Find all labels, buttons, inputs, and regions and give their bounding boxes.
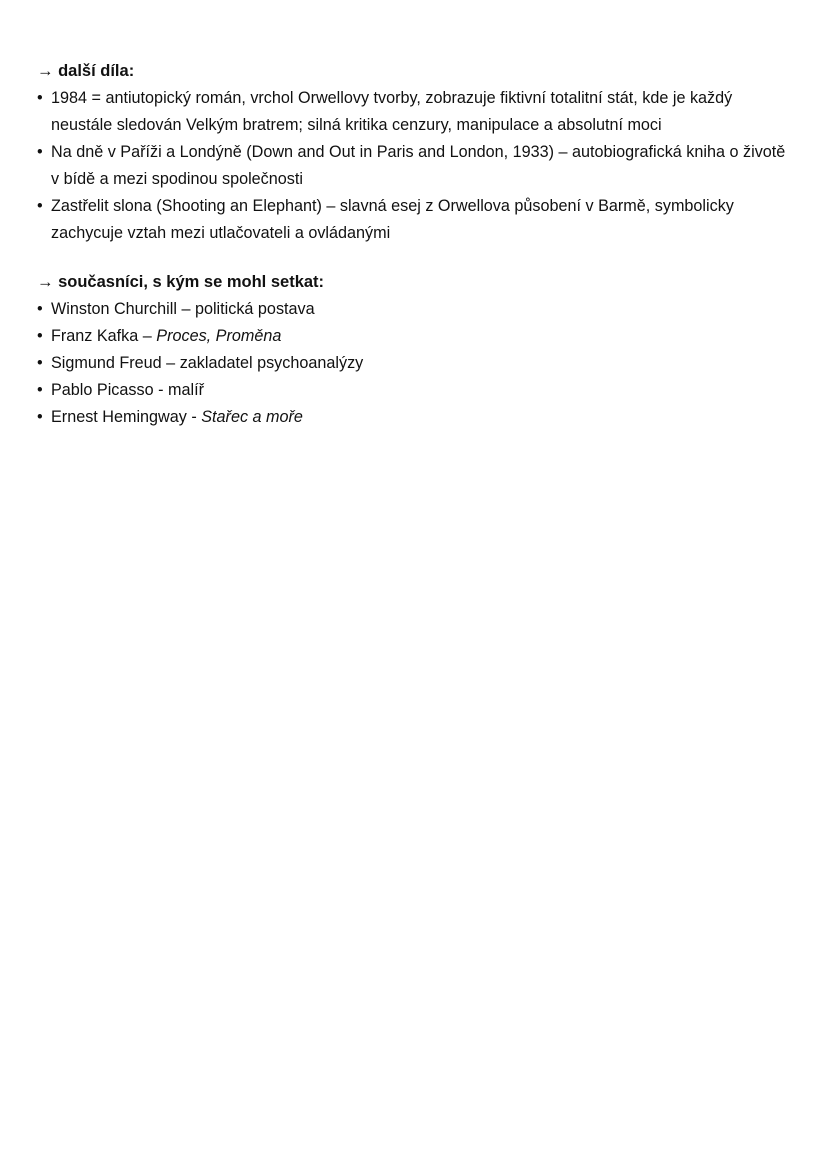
- person-name: Pablo Picasso: [51, 381, 154, 399]
- contemporaries-section: [37, 269, 788, 431]
- person-works: Proces, Proměna: [156, 327, 282, 345]
- section-heading-contemporaries: → současníci, s kým se mohl setkat:: [37, 273, 325, 291]
- separator: -: [186, 408, 202, 426]
- other-works-list: [37, 85, 788, 247]
- other-works-section: [37, 58, 788, 247]
- separator: –: [176, 300, 195, 318]
- bullet-icon: •: [37, 327, 43, 345]
- bullet-icon: •: [37, 300, 43, 318]
- list-item: [37, 350, 788, 377]
- person-description: malíř: [167, 381, 204, 399]
- bullet-icon: •: [37, 143, 43, 161]
- list-item: [37, 404, 788, 431]
- bullet-icon: •: [37, 408, 43, 426]
- list-item: [37, 85, 788, 139]
- bullet-icon: •: [37, 381, 43, 399]
- list-item: [37, 139, 788, 193]
- list-item-text: 1984 = antiutopický román, vrchol Orwellovy tvorby, zobrazuje fiktivní totalitní stát, kde je každý neustále sledován Velkým bratrem; silná kritika cenzury, manipulace a absolutní moci: [51, 89, 733, 134]
- separator: –: [138, 327, 157, 345]
- person-name: Ernest Hemingway: [51, 408, 187, 426]
- bullet-icon: •: [37, 89, 43, 107]
- separator: -: [153, 381, 168, 399]
- contemporaries-list: [37, 296, 788, 431]
- person-name: Winston Churchill: [51, 300, 177, 318]
- list-item-text: Zastřelit slona (Shooting an Elephant) – slavná esej z Orwellova působení v Barmě, symbolicky zachycuje vztah mezi utlačovateli a ovládanými: [51, 197, 734, 242]
- list-item-text: Na dně v Paříži a Londýně (Down and Out in Paris and London, 1933) – autobiografická kniha o životě v bídě a mezi spodinou společnosti: [51, 143, 786, 188]
- bullet-icon: •: [37, 354, 43, 372]
- person-works: Stařec a moře: [201, 408, 303, 426]
- list-item: [37, 377, 788, 404]
- list-item: [37, 193, 788, 247]
- list-item: [37, 296, 788, 323]
- person-name: Franz Kafka: [51, 327, 139, 345]
- bullet-icon: •: [37, 197, 43, 215]
- section-heading-other-works: → další díla:: [37, 62, 135, 80]
- person-description: politická postava: [194, 300, 315, 318]
- person-description: zakladatel psychoanalýzy: [179, 354, 364, 372]
- list-item: [37, 323, 788, 350]
- separator: –: [161, 354, 180, 372]
- person-name: Sigmund Freud: [51, 354, 162, 372]
